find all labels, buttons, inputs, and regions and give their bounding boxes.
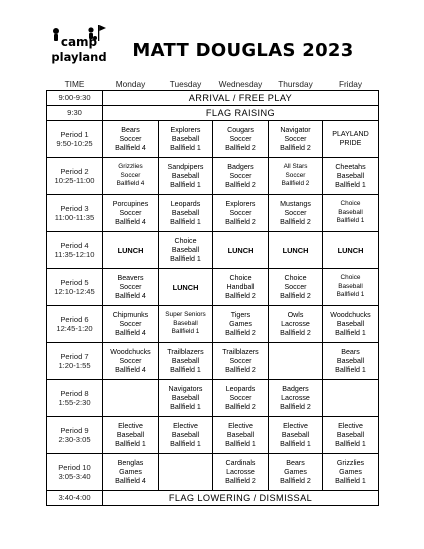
activity-cell-friday xyxy=(323,343,379,380)
logo-word-camp: camp xyxy=(60,35,98,49)
activity-line: Ballfield 1 xyxy=(336,217,365,225)
activity-line: Soccer xyxy=(120,171,141,179)
activity-line: Owls xyxy=(287,310,304,319)
time-cell xyxy=(47,306,103,343)
activity-cell-thursday xyxy=(269,306,323,343)
activity-line: Leopards xyxy=(170,199,201,208)
activity-line: Super Seniors xyxy=(165,311,206,319)
time-line: 3:05-3:40 xyxy=(58,472,91,481)
time-line: Period 7 xyxy=(60,351,89,361)
activity-line: Trailblazers xyxy=(222,347,259,356)
activity-line: LUNCH xyxy=(282,245,309,255)
activity-line: Porcupines xyxy=(112,199,149,208)
activity-line: Soccer xyxy=(284,208,307,217)
table-row xyxy=(47,106,379,121)
activity-line: Ballfield 2 xyxy=(280,217,311,226)
activity-line: Ballfield 1 xyxy=(335,476,366,485)
header-wednesday: Wednesday xyxy=(218,79,263,89)
activity-cell-thursday xyxy=(269,417,323,454)
time-line: 1:20-1:55 xyxy=(58,361,91,370)
time-cell xyxy=(47,158,103,195)
time-cell xyxy=(47,491,103,506)
activity-cell-thursday xyxy=(269,232,323,269)
activity-cell-tuesday xyxy=(159,306,213,343)
time-line: 3:40-4:00 xyxy=(58,493,91,503)
activity-line: Soccer xyxy=(119,356,142,365)
activity-cell-monday xyxy=(103,232,159,269)
activity-line: Chipmunks xyxy=(112,310,149,319)
activity-line: Ballfield 2 xyxy=(280,291,311,300)
activity-line: Ballfield 1 xyxy=(335,439,366,448)
activity-cell-tuesday xyxy=(159,195,213,232)
full-width-activity: ARRIVAL / FREE PLAY xyxy=(103,91,379,106)
activity-line: Ballfield 2 xyxy=(280,143,311,152)
activity-line: Soccer xyxy=(285,171,306,179)
activity-line: Baseball xyxy=(226,430,255,439)
activity-line: Baseball xyxy=(336,171,365,180)
activity-cell-wednesday xyxy=(213,269,269,306)
activity-cell-monday xyxy=(103,306,159,343)
activity-line: Benglas xyxy=(117,458,144,467)
table-row xyxy=(47,454,379,491)
activity-cell-thursday xyxy=(269,195,323,232)
activity-cell-tuesday xyxy=(159,158,213,195)
time-line: Period 3 xyxy=(60,203,89,213)
activity-cell-friday xyxy=(323,195,379,232)
activity-line: Ballfield 4 xyxy=(116,180,145,188)
activity-line: Ballfield 1 xyxy=(335,328,366,337)
table-row xyxy=(47,158,379,195)
activity-line: Baseball xyxy=(336,319,365,328)
activity-line: Baseball xyxy=(281,430,310,439)
time-line: 9:30 xyxy=(67,108,82,118)
activity-line: Ballfield 1 xyxy=(225,439,256,448)
header-time: TIME xyxy=(64,79,85,89)
activity-line: Woodchucks xyxy=(110,347,151,356)
activity-cell-friday xyxy=(323,121,379,158)
activity-cell-wednesday xyxy=(213,306,269,343)
activity-line: Ballfield 1 xyxy=(170,402,201,411)
activity-line: Ballfield 1 xyxy=(115,439,146,448)
activity-line: Soccer xyxy=(119,282,142,291)
activity-line: Baseball xyxy=(336,356,365,365)
activity-line: Ballfield 1 xyxy=(170,180,201,189)
activity-line: Ballfield 1 xyxy=(170,254,201,263)
activity-line: Mustangs xyxy=(280,199,311,208)
time-cell xyxy=(47,269,103,306)
time-line: 11:00-11:35 xyxy=(54,213,95,222)
activity-cell-friday xyxy=(323,306,379,343)
activity-line: Soccer xyxy=(119,208,142,217)
time-line: 12:45-1:20 xyxy=(56,324,93,333)
activity-line: Lacrosse xyxy=(226,467,255,476)
activity-line: PRIDE xyxy=(339,139,362,147)
activity-line: Ballfield 4 xyxy=(115,476,146,485)
activity-line: Ballfield 2 xyxy=(225,328,256,337)
activity-line: Baseball xyxy=(171,393,200,402)
time-cell xyxy=(47,121,103,158)
activity-line: Baseball xyxy=(173,319,198,327)
activity-line: Ballfield 1 xyxy=(170,365,201,374)
activity-line: Ballfield 2 xyxy=(280,402,311,411)
activity-line: Ballfield 4 xyxy=(115,143,146,152)
activity-line: Soccer xyxy=(229,171,252,180)
activity-line: Badgers xyxy=(282,384,309,393)
activity-cell-friday xyxy=(323,158,379,195)
activity-line: Ballfield 1 xyxy=(335,180,366,189)
time-line: 11:35-12:10 xyxy=(54,250,95,259)
activity-line: Elective xyxy=(283,421,308,430)
activity-cell-tuesday xyxy=(159,343,213,380)
activity-line: Baseball xyxy=(338,282,363,290)
activity-cell-monday xyxy=(103,158,159,195)
activity-line: Cougars xyxy=(227,125,254,134)
activity-cell-friday xyxy=(323,454,379,491)
time-cell xyxy=(47,343,103,380)
activity-line: Baseball xyxy=(116,430,145,439)
table-row xyxy=(47,121,379,158)
activity-cell-wednesday xyxy=(213,454,269,491)
activity-line: LUNCH xyxy=(227,245,254,255)
activity-line: Bears xyxy=(341,347,360,356)
activity-line: Woodchucks xyxy=(330,310,371,319)
activity-line: Tigers xyxy=(230,310,251,319)
activity-line: All Stars xyxy=(283,163,308,171)
activity-cell-thursday xyxy=(269,343,323,380)
time-line: 1:55-2:30 xyxy=(58,398,91,407)
time-line: 9:50-10:25 xyxy=(56,139,93,148)
activity-line: Explorers xyxy=(225,199,256,208)
table-row xyxy=(47,269,379,306)
table-row xyxy=(47,343,379,380)
activity-line: Elective xyxy=(118,421,143,430)
full-width-activity: FLAG RAISING xyxy=(103,106,379,121)
table-row xyxy=(47,380,379,417)
time-line: 9:00-9:30 xyxy=(58,93,91,103)
activity-cell-wednesday xyxy=(213,121,269,158)
activity-line: Soccer xyxy=(119,319,142,328)
activity-cell-wednesday xyxy=(213,195,269,232)
schedule-title: MATT DOUGLAS 2023 xyxy=(132,40,354,61)
activity-cell-tuesday xyxy=(159,454,213,491)
time-line: 12:10-12:45 xyxy=(54,287,95,296)
header-monday: Monday xyxy=(115,79,146,89)
time-line: Period 4 xyxy=(60,240,89,250)
time-line: Period 6 xyxy=(60,314,89,324)
activity-line: Elective xyxy=(173,421,198,430)
time-line: Period 10 xyxy=(58,462,91,472)
activity-cell-wednesday xyxy=(213,417,269,454)
activity-line: Baseball xyxy=(171,430,200,439)
activity-line: Cardinals xyxy=(225,458,256,467)
time-line: Period 9 xyxy=(60,425,89,435)
table-row xyxy=(47,491,379,506)
activity-line: Games xyxy=(229,319,252,328)
activity-line: Games xyxy=(339,467,362,476)
activity-line: Grizzlies xyxy=(118,163,143,171)
header-thursday: Thursday xyxy=(278,79,313,89)
activity-cell-tuesday xyxy=(159,232,213,269)
activity-line: Handball xyxy=(226,282,255,291)
activity-cell-wednesday xyxy=(213,380,269,417)
time-line: Period 1 xyxy=(60,129,89,139)
activity-line: Bears xyxy=(286,458,305,467)
activity-line: Ballfield 1 xyxy=(335,365,366,374)
activity-line: LUNCH xyxy=(337,245,364,255)
activity-line: LUNCH xyxy=(172,282,199,292)
activity-line: Soccer xyxy=(229,393,252,402)
activity-line: Ballfield 4 xyxy=(115,365,146,374)
activity-line: Navigator xyxy=(280,125,311,134)
activity-cell-friday xyxy=(323,417,379,454)
activity-line: Ballfield 2 xyxy=(225,217,256,226)
activity-cell-tuesday xyxy=(159,121,213,158)
time-line: Period 5 xyxy=(60,277,89,287)
activity-line: Ballfield 1 xyxy=(336,291,365,299)
activity-line: Baseball xyxy=(171,245,200,254)
time-line: Period 8 xyxy=(60,388,89,398)
activity-cell-friday xyxy=(323,380,379,417)
logo-word-playland: playland xyxy=(51,50,107,64)
activity-line: Choice xyxy=(284,273,307,282)
activity-line: Soccer xyxy=(229,134,252,143)
activity-cell-thursday xyxy=(269,158,323,195)
activity-line: Beavers xyxy=(117,273,144,282)
activity-cell-tuesday xyxy=(159,417,213,454)
activity-cell-monday xyxy=(103,454,159,491)
activity-line: Choice xyxy=(229,273,252,282)
full-width-activity: FLAG LOWERING / DISMISSAL xyxy=(103,491,379,506)
activity-line: Soccer xyxy=(284,134,307,143)
activity-line: Explorers xyxy=(170,125,201,134)
activity-line: Soccer xyxy=(119,134,142,143)
activity-cell-wednesday xyxy=(213,343,269,380)
activity-line: Ballfield 1 xyxy=(280,439,311,448)
activity-line: LUNCH xyxy=(117,245,144,255)
table-row xyxy=(47,91,379,106)
activity-line: Grizzlies xyxy=(336,458,365,467)
activity-cell-thursday xyxy=(269,269,323,306)
activity-line: Soccer xyxy=(284,282,307,291)
activity-cell-thursday xyxy=(269,121,323,158)
activity-line: Soccer xyxy=(229,356,252,365)
activity-line: Ballfield 1 xyxy=(170,217,201,226)
activity-line: Ballfield 2 xyxy=(225,143,256,152)
activity-line: Games xyxy=(284,467,307,476)
activity-line: Choice xyxy=(340,200,361,208)
time-cell xyxy=(47,417,103,454)
time-cell xyxy=(47,106,103,121)
table-row xyxy=(47,195,379,232)
activity-line: Navigators xyxy=(168,384,203,393)
activity-line: Choice xyxy=(174,236,197,245)
time-cell xyxy=(47,454,103,491)
activity-line: Baseball xyxy=(171,208,200,217)
activity-line: Ballfield 4 xyxy=(115,291,146,300)
activity-cell-thursday xyxy=(269,454,323,491)
activity-line: PLAYLAND xyxy=(332,130,369,138)
activity-line: Leopards xyxy=(225,384,256,393)
activity-line: Baseball xyxy=(336,430,365,439)
activity-line: Choice xyxy=(340,274,361,282)
activity-line: Ballfield 2 xyxy=(225,365,256,374)
activity-line: Elective xyxy=(228,421,253,430)
header-friday: Friday xyxy=(338,79,363,89)
time-line: Period 2 xyxy=(60,166,89,176)
activity-line: Sandpipers xyxy=(167,162,204,171)
activity-line: Soccer xyxy=(229,208,252,217)
activity-cell-monday xyxy=(103,269,159,306)
activity-line: Ballfield 4 xyxy=(115,328,146,337)
activity-cell-wednesday xyxy=(213,232,269,269)
activity-line: Ballfield 4 xyxy=(115,217,146,226)
table-row xyxy=(47,417,379,454)
activity-cell-monday xyxy=(103,195,159,232)
activity-cell-friday xyxy=(323,269,379,306)
schedule-table xyxy=(46,78,379,506)
activity-cell-monday xyxy=(103,121,159,158)
activity-line: Ballfield 2 xyxy=(280,476,311,485)
activity-line: Ballfield 2 xyxy=(281,180,310,188)
activity-line: Ballfield 2 xyxy=(225,180,256,189)
activity-line: Trailblazers xyxy=(167,347,204,356)
activity-line: Ballfield 2 xyxy=(280,328,311,337)
activity-line: Baseball xyxy=(338,208,363,216)
activity-line: Baseball xyxy=(171,134,200,143)
table-row xyxy=(47,232,379,269)
activity-line: Lacrosse xyxy=(281,319,310,328)
activity-line: Ballfield 2 xyxy=(225,291,256,300)
table-row xyxy=(47,306,379,343)
activity-cell-thursday xyxy=(269,380,323,417)
camp-playland-logo xyxy=(50,22,108,68)
activity-line: Bears xyxy=(121,125,140,134)
activity-line: Ballfield 1 xyxy=(171,328,200,336)
activity-line: Ballfield 2 xyxy=(225,402,256,411)
activity-cell-wednesday xyxy=(213,158,269,195)
activity-line: Badgers xyxy=(227,162,254,171)
activity-cell-tuesday xyxy=(159,269,213,306)
activity-cell-monday xyxy=(103,343,159,380)
activity-cell-tuesday xyxy=(159,380,213,417)
time-cell xyxy=(47,380,103,417)
activity-line: Baseball xyxy=(171,171,200,180)
activity-line: Ballfield 2 xyxy=(225,476,256,485)
activity-line: Baseball xyxy=(171,356,200,365)
time-cell xyxy=(47,195,103,232)
activity-line: Games xyxy=(119,467,142,476)
time-cell xyxy=(47,91,103,106)
time-line: 2:30-3:05 xyxy=(58,435,91,444)
activity-line: Ballfield 1 xyxy=(170,143,201,152)
header-tuesday: Tuesday xyxy=(169,79,202,89)
time-cell xyxy=(47,232,103,269)
time-line: 10:25-11:00 xyxy=(54,176,95,185)
activity-line: Elective xyxy=(338,421,363,430)
activity-cell-monday xyxy=(103,380,159,417)
activity-line: Lacrosse xyxy=(281,393,310,402)
activity-line: Cheetahs xyxy=(335,162,366,171)
activity-cell-monday xyxy=(103,417,159,454)
activity-cell-friday xyxy=(323,232,379,269)
activity-line: Ballfield 1 xyxy=(170,439,201,448)
